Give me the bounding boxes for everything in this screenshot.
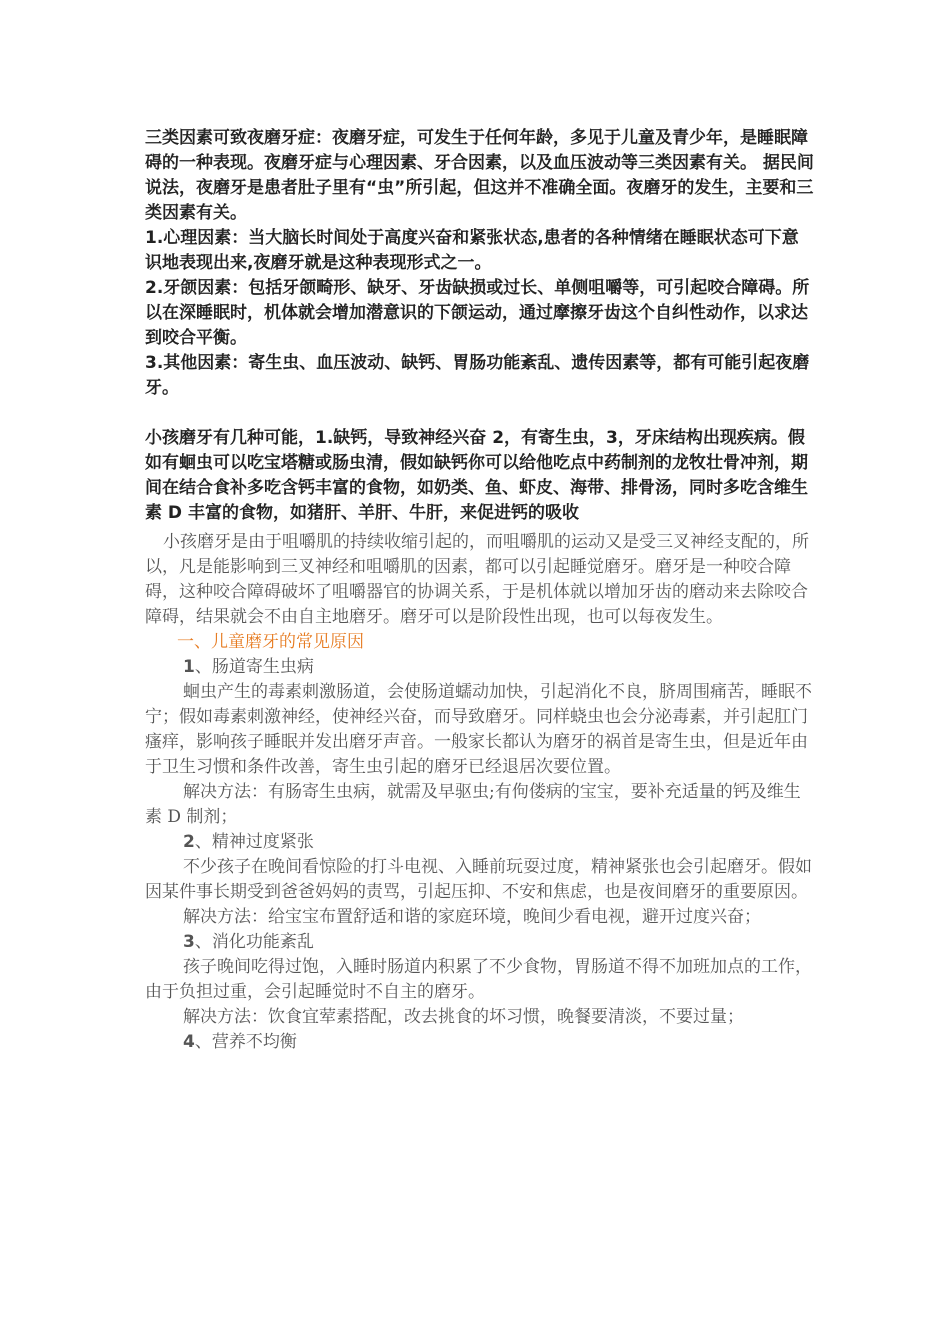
document-body	[145, 126, 815, 1055]
cause-number: 2	[183, 832, 195, 852]
intro-section	[145, 126, 815, 401]
cause-body: 孩子晚间吃得过饱，入睡时肠道内积累了不少食物，胃肠道不得不加班加点的工作，由于负担过重，会引起睡觉时不自主的磨牙。	[145, 957, 812, 1002]
cause-title: 、营养不均衡	[194, 1032, 297, 1052]
advice-paragraph: 小孩磨牙有几种可能，1.缺钙，导致神经兴奋 2，有寄生虫，3，牙床结构出现疾病。假如有蛔虫可以吃宝塔糖或肠虫清，假如缺钙你可以给他吃点中药制剂的龙牧壮骨冲剂，期间在结合食补多吃含钙丰富的食物，如奶类、鱼、虾皮、海带、排骨汤，同时多吃含维生素 D 丰富的食物，如猪肝、羊肝、牛肝，来促进钙的吸收	[145, 428, 808, 523]
cause-solution: 解决方法：有肠寄生虫病，就需及早驱虫;有佝偻病的宝宝，要补充适量的钙及维生素 D 制剂；	[145, 782, 801, 827]
cause-title: 、消化功能紊乱	[194, 932, 314, 952]
cause-number: 4	[183, 1032, 195, 1052]
cause-heading	[145, 830, 815, 855]
cause-number: 1	[183, 657, 195, 677]
cause-body: 不少孩子在晚间看惊险的打斗电视、入睡前玩耍过度，精神紧张也会引起磨牙。假如因某件事长期受到爸爸妈妈的责骂，引起压抑、不安和焦虑，也是夜间磨牙的重要原因。	[145, 857, 812, 902]
factor-psychological: 1.心理因素：当大脑长时间处于高度兴奋和紧张状态,患者的各种情绪在睡眠状态可下意识地表现出来,夜磨牙就是这种表现形式之一。	[145, 228, 799, 273]
advice-section	[145, 426, 815, 526]
cause-heading	[145, 655, 815, 680]
cause-heading	[145, 1030, 815, 1055]
article-intro: 小孩磨牙是由于咀嚼肌的持续收缩引起的，而咀嚼肌的运动又是受三叉神经支配的，所以，凡是能影响到三叉神经和咀嚼肌的因素，都可以引起睡觉磨牙。磨牙是一种咬合障碍，这种咬合障碍破坏了咀嚼器官的协调关系，于是机体就以增加牙齿的磨动来去除咬合障碍，结果就会不由自主地磨牙。磨牙可以是阶段性出现，也可以每夜发生。	[145, 532, 809, 627]
factor-other: 3.其他因素：寄生虫、血压波动、缺钙、胃肠功能紊乱、遗传因素等，都有可能引起夜磨牙。	[145, 353, 810, 398]
cause-heading	[145, 930, 815, 955]
section-title: 一、儿童磨牙的常见原因	[177, 632, 364, 652]
factor-dental: 2.牙颌因素：包括牙颌畸形、缺牙、牙齿缺损或过长、单侧咀嚼等，可引起咬合障碍。所以在深睡眠时，机体就会增加潜意识的下颌运动，通过摩擦牙齿这个自纠性动作，以求达到咬合平衡。	[145, 278, 810, 348]
cause-body: 蛔虫产生的毒素刺激肠道，会使肠道蠕动加快，引起消化不良，脐周围痛苦，睡眠不宁；假如毒素刺激神经，使神经兴奋，而导致磨牙。同样蛲虫也会分泌毒素，并引起肛门瘙痒，影响孩子睡眠并发出磨牙声音。一般家长都认为磨牙的祸首是寄生虫，但是近年由于卫生习惯和条件改善，寄生虫引起的磨牙已经退居次要位置。	[145, 682, 812, 777]
cause-title: 、肠道寄生虫病	[194, 657, 314, 677]
cause-number: 3	[183, 932, 195, 952]
intro-paragraph: 三类因素可致夜磨牙症：夜磨牙症，可发生于任何年龄，多见于儿童及青少年，是睡眠障碍的一种表现。夜磨牙症与心理因素、牙合因素，以及血压波动等三类因素有关。 据民间说法，夜磨牙是患者肚子里有“虫”所引起，但这并不准确全面。夜磨牙的发生，主要和三类因素有关。	[145, 128, 814, 223]
cause-title: 、精神过度紧张	[194, 832, 314, 852]
cause-solution: 解决方法：饮食宜荤素搭配，改去挑食的坏习惯，晚餐要清淡，不要过量；	[183, 1007, 744, 1027]
spacer	[145, 401, 815, 426]
article-section	[145, 530, 815, 1055]
cause-solution: 解决方法：给宝宝布置舒适和谐的家庭环境，晚间少看电视，避开过度兴奋；	[183, 907, 761, 927]
